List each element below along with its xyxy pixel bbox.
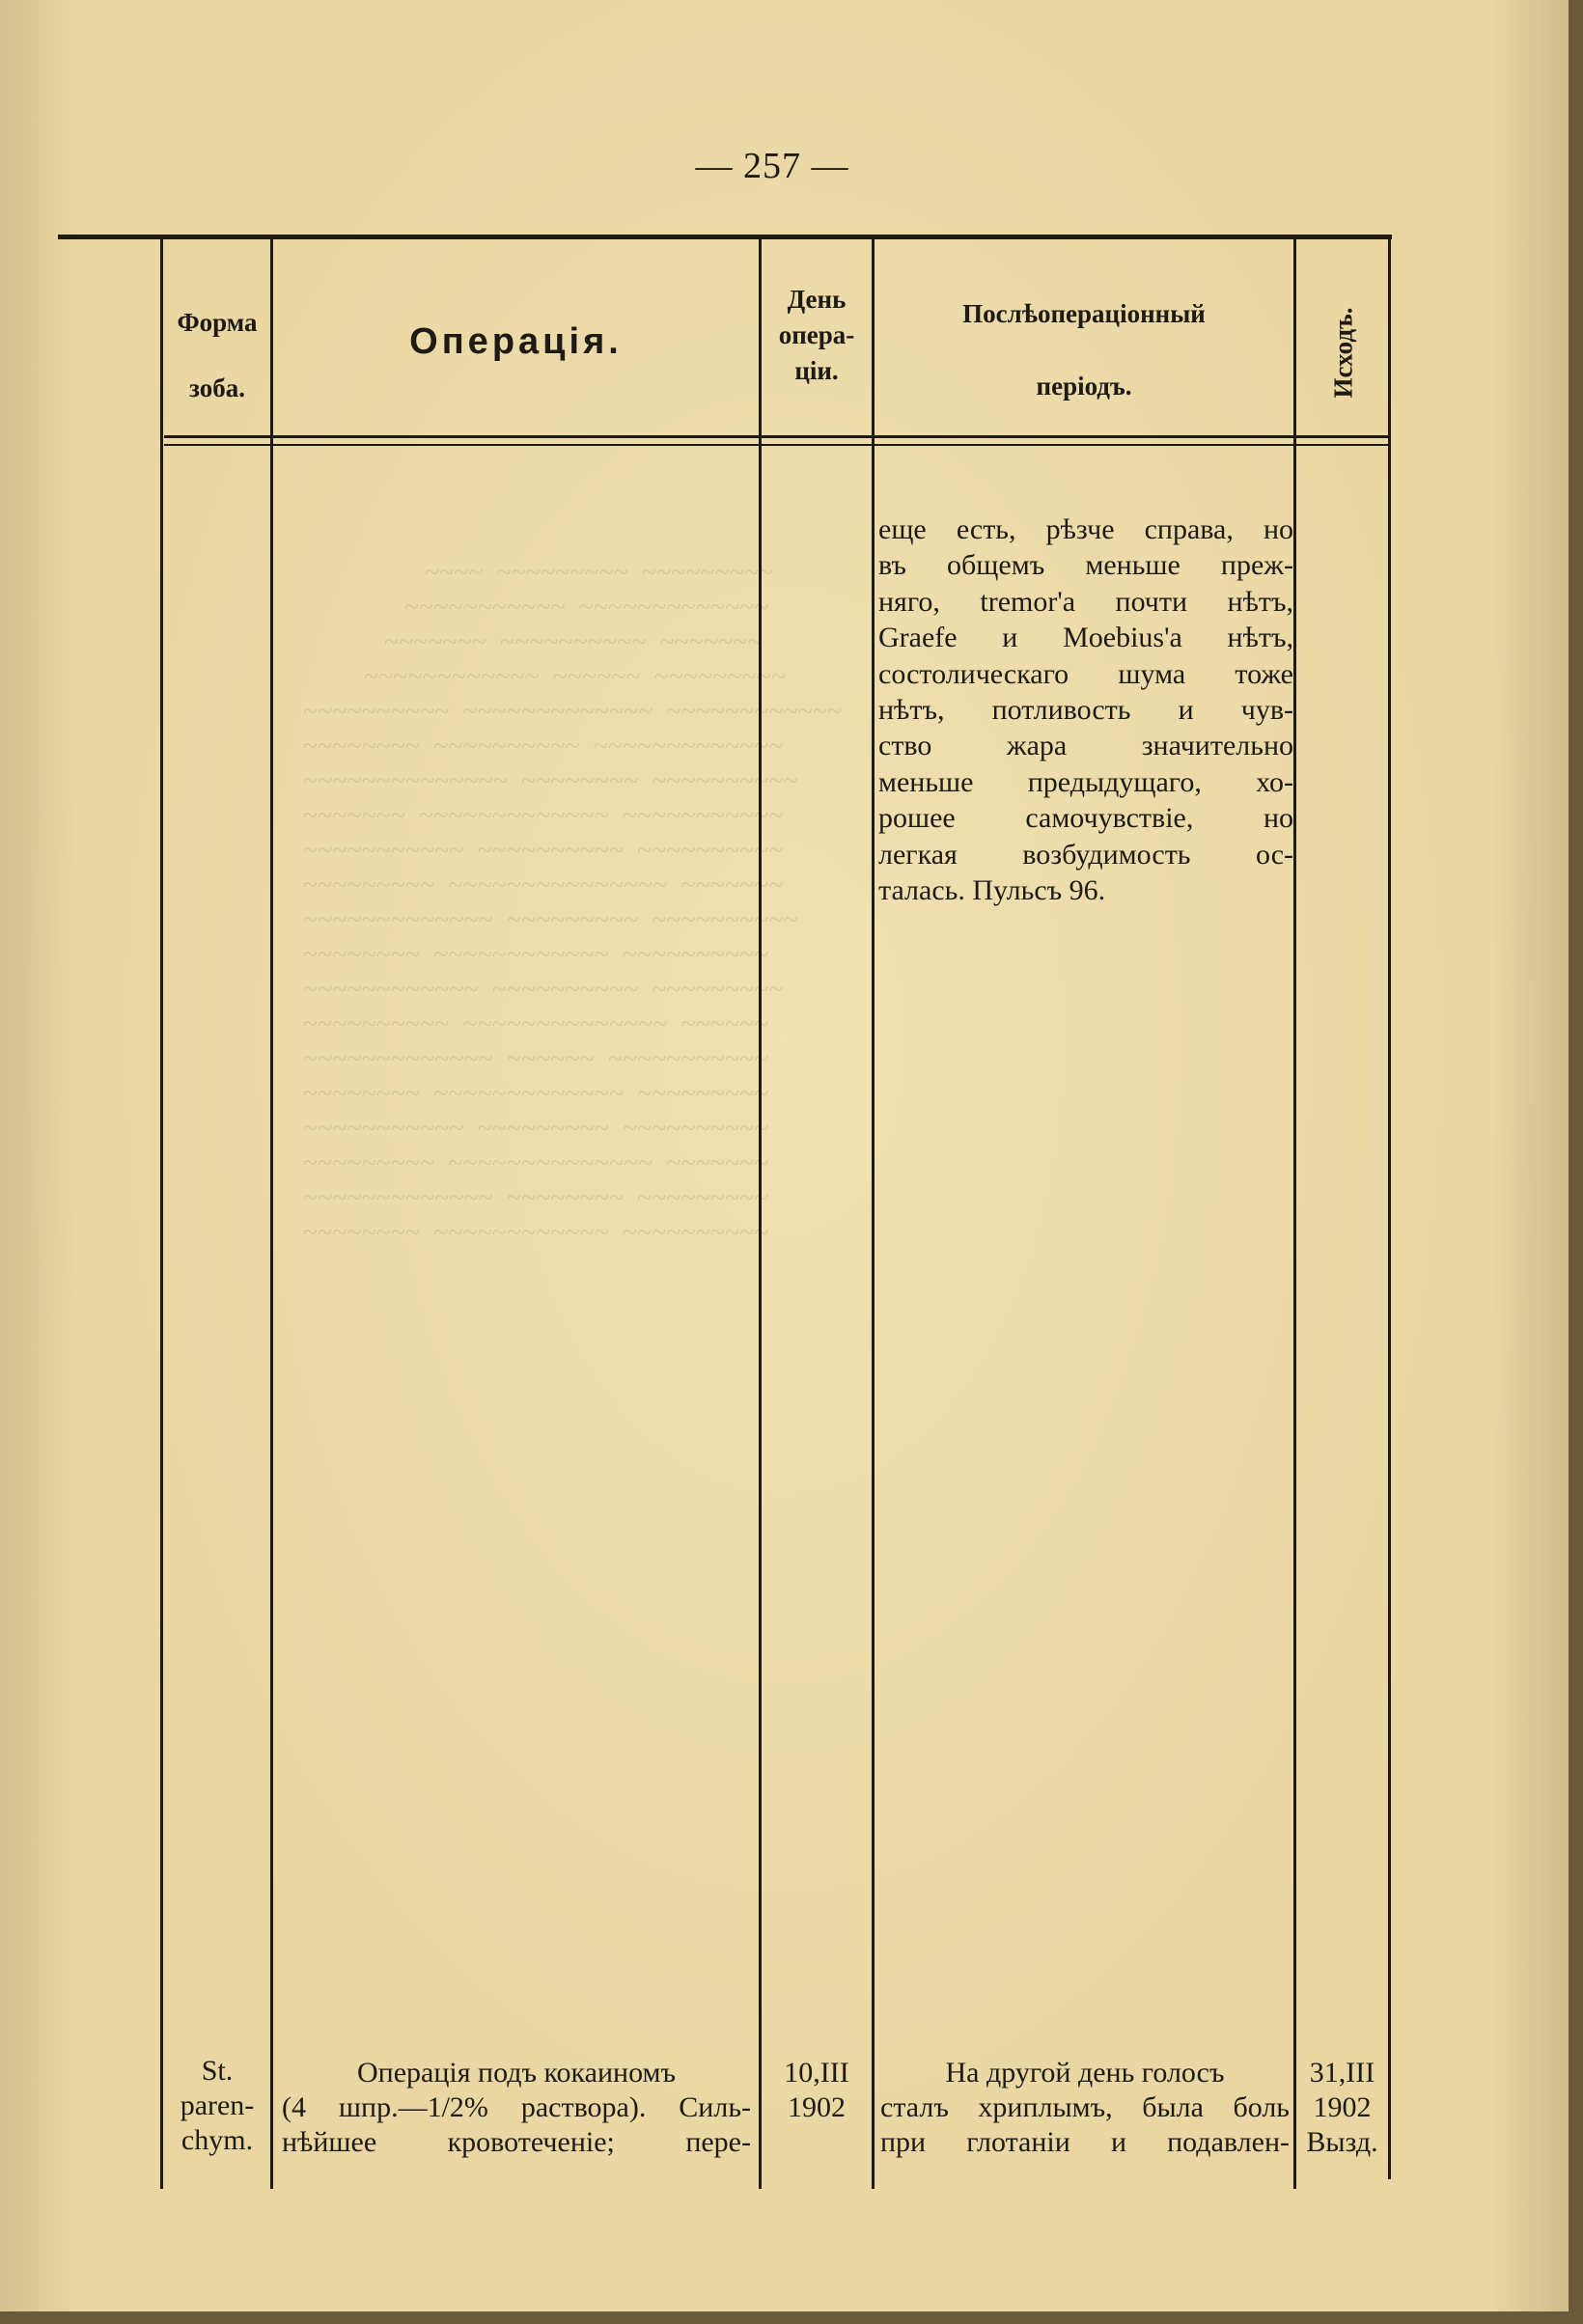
header-form-line2: зоба. bbox=[189, 374, 245, 402]
header-bottom-rule bbox=[164, 435, 1390, 438]
header-bottom-rule-double bbox=[164, 444, 1390, 446]
postop-continuation bbox=[878, 512, 1293, 908]
row-operation bbox=[282, 2056, 751, 2160]
row-operation-line: Операція подъ кокаиномъ bbox=[356, 2057, 677, 2089]
row-postop-line: На другой день голосъ bbox=[945, 2057, 1225, 2089]
row-postop-line: при глотаніи и подавлен- bbox=[880, 2126, 1290, 2158]
bleed-through-texture: ~~~~ ~~~~~~~~~ ~~~~~~~~~ ~~~~~~~~~~~ ~~~~~~~~~~~~~ ~~~~~~~ ~~~~~~~~~~ ~~~~~~~ ~~~~~~~~~~~~ ~~~~~~ ~~~~~~~~~ ~~~~~~~~~~ ~~~~~~~~~~~~~ ~~~~~~~~~~~~ ~~~~~~~~ ~~~~~~~~~~ ~~~~~~~~~~~~~ ~~~~~~~~~~~~~~ ~~~~~~~~ ~~~~~~~~~~ ~~~~~~~ ~~~~~~~~~~~~~ ~~~~~~~~~~~ ~~~~~~~~~~~ ~~~~~~~~~~ ~~~~~~~~~~ ~~~~~~~~~ ~~~~~~~~~~~~~~~ ~~~~~~~ ~~~~~~~~~~~~~ ~~~~~~~~~ ~~~~~~~~~~ ~~~~~~~~ ~~~~~~~~~~~~ ~~~~~~~~~~ ~~~~~~~~~~~~ ~~~~~~~~~~ ~~~~~~~~~ ~~~~~~~~~~ ~~~~~~~~~~~~~~ ~~~~~~ ~~~~~~~~~~~~~ ~~~~~~ ~~~~~~~~~~~ ~~~~~~~~ ~~~~~~~~~~~~~ ~~~~~~~~~ ~~~~~~~~~~~ ~~~~~~~~~ ~~~~~~~~~~ ~~~~~~~~~ ~~~~~~~~~~~~~~ ~~~~~~~ ~~~~~~~~~~~~~ ~~~~~~~~ ~~~~~~~~~ ~~~~~~~~ ~~~~~~~~~~~~ ~~~~~~~~~~ bbox=[303, 558, 843, 1248]
postop-line: въ общемъ меньше преж- bbox=[878, 549, 1293, 582]
row-outcome bbox=[1296, 2056, 1388, 2160]
row-form-line: chym. bbox=[181, 2124, 254, 2156]
row-day-line: 1902 bbox=[788, 2091, 846, 2123]
header-day bbox=[762, 282, 872, 389]
row-day-line: 10,III bbox=[784, 2057, 849, 2089]
header-outcome: Исходъ. bbox=[1328, 307, 1358, 399]
postop-line: няго, tremor'а почти нѣтъ, bbox=[878, 585, 1293, 618]
column-divider-5 bbox=[1293, 239, 1296, 2189]
column-divider-2 bbox=[270, 239, 273, 2189]
row-form-line: paren- bbox=[180, 2089, 255, 2121]
row-postop-line: сталъ хриплымъ, была боль bbox=[880, 2091, 1290, 2123]
header-form-line1: Форма bbox=[177, 308, 258, 337]
postop-line: состолическаго шума тоже bbox=[878, 657, 1293, 690]
row-outcome-line: Вызд. bbox=[1306, 2126, 1378, 2158]
postop-line: Graefe и Moebius'а нѣтъ, bbox=[878, 622, 1293, 654]
postop-line: ство жара значительно bbox=[878, 730, 1293, 762]
row-postop bbox=[880, 2056, 1290, 2160]
header-postop-line1: Послѣоперацiонный bbox=[962, 299, 1206, 328]
postop-line: талась. Пульсъ 96. bbox=[878, 874, 1106, 907]
header-form bbox=[164, 290, 270, 421]
postop-line: нѣтъ, потливость и чув- bbox=[878, 694, 1293, 727]
column-divider-1 bbox=[160, 239, 163, 2189]
row-form bbox=[164, 2054, 270, 2158]
header-day-line2: опера- bbox=[778, 320, 855, 349]
header-day-line1: День bbox=[787, 285, 847, 314]
postop-line: еще есть, рѣзче справа, но bbox=[878, 513, 1293, 545]
row-operation-line: (4 шпр.—1/2% раствора). Силь- bbox=[282, 2091, 751, 2123]
row-outcome-line: 31,III bbox=[1309, 2057, 1375, 2089]
postop-line: меньше предыдущаго, хо- bbox=[878, 765, 1293, 798]
row-day bbox=[762, 2056, 872, 2125]
column-divider-4 bbox=[872, 239, 875, 2189]
row-form-line: St. bbox=[201, 2055, 234, 2087]
table-top-rule bbox=[58, 235, 1392, 239]
postop-line: рошее самочувствіе, но bbox=[878, 802, 1293, 835]
header-postop-line2: періодъ. bbox=[1036, 372, 1132, 401]
postop-line: легкая возбудимость ос- bbox=[878, 838, 1293, 871]
header-postop bbox=[875, 278, 1293, 423]
header-operation: Операція. bbox=[409, 321, 623, 362]
row-operation-line: нѣйшее кровотеченіе; пере- bbox=[282, 2126, 751, 2158]
page-number: — 257 — bbox=[695, 146, 849, 186]
header-day-line3: ціи. bbox=[794, 356, 839, 385]
column-divider-6 bbox=[1388, 239, 1391, 2179]
row-outcome-line: 1902 bbox=[1313, 2091, 1372, 2123]
